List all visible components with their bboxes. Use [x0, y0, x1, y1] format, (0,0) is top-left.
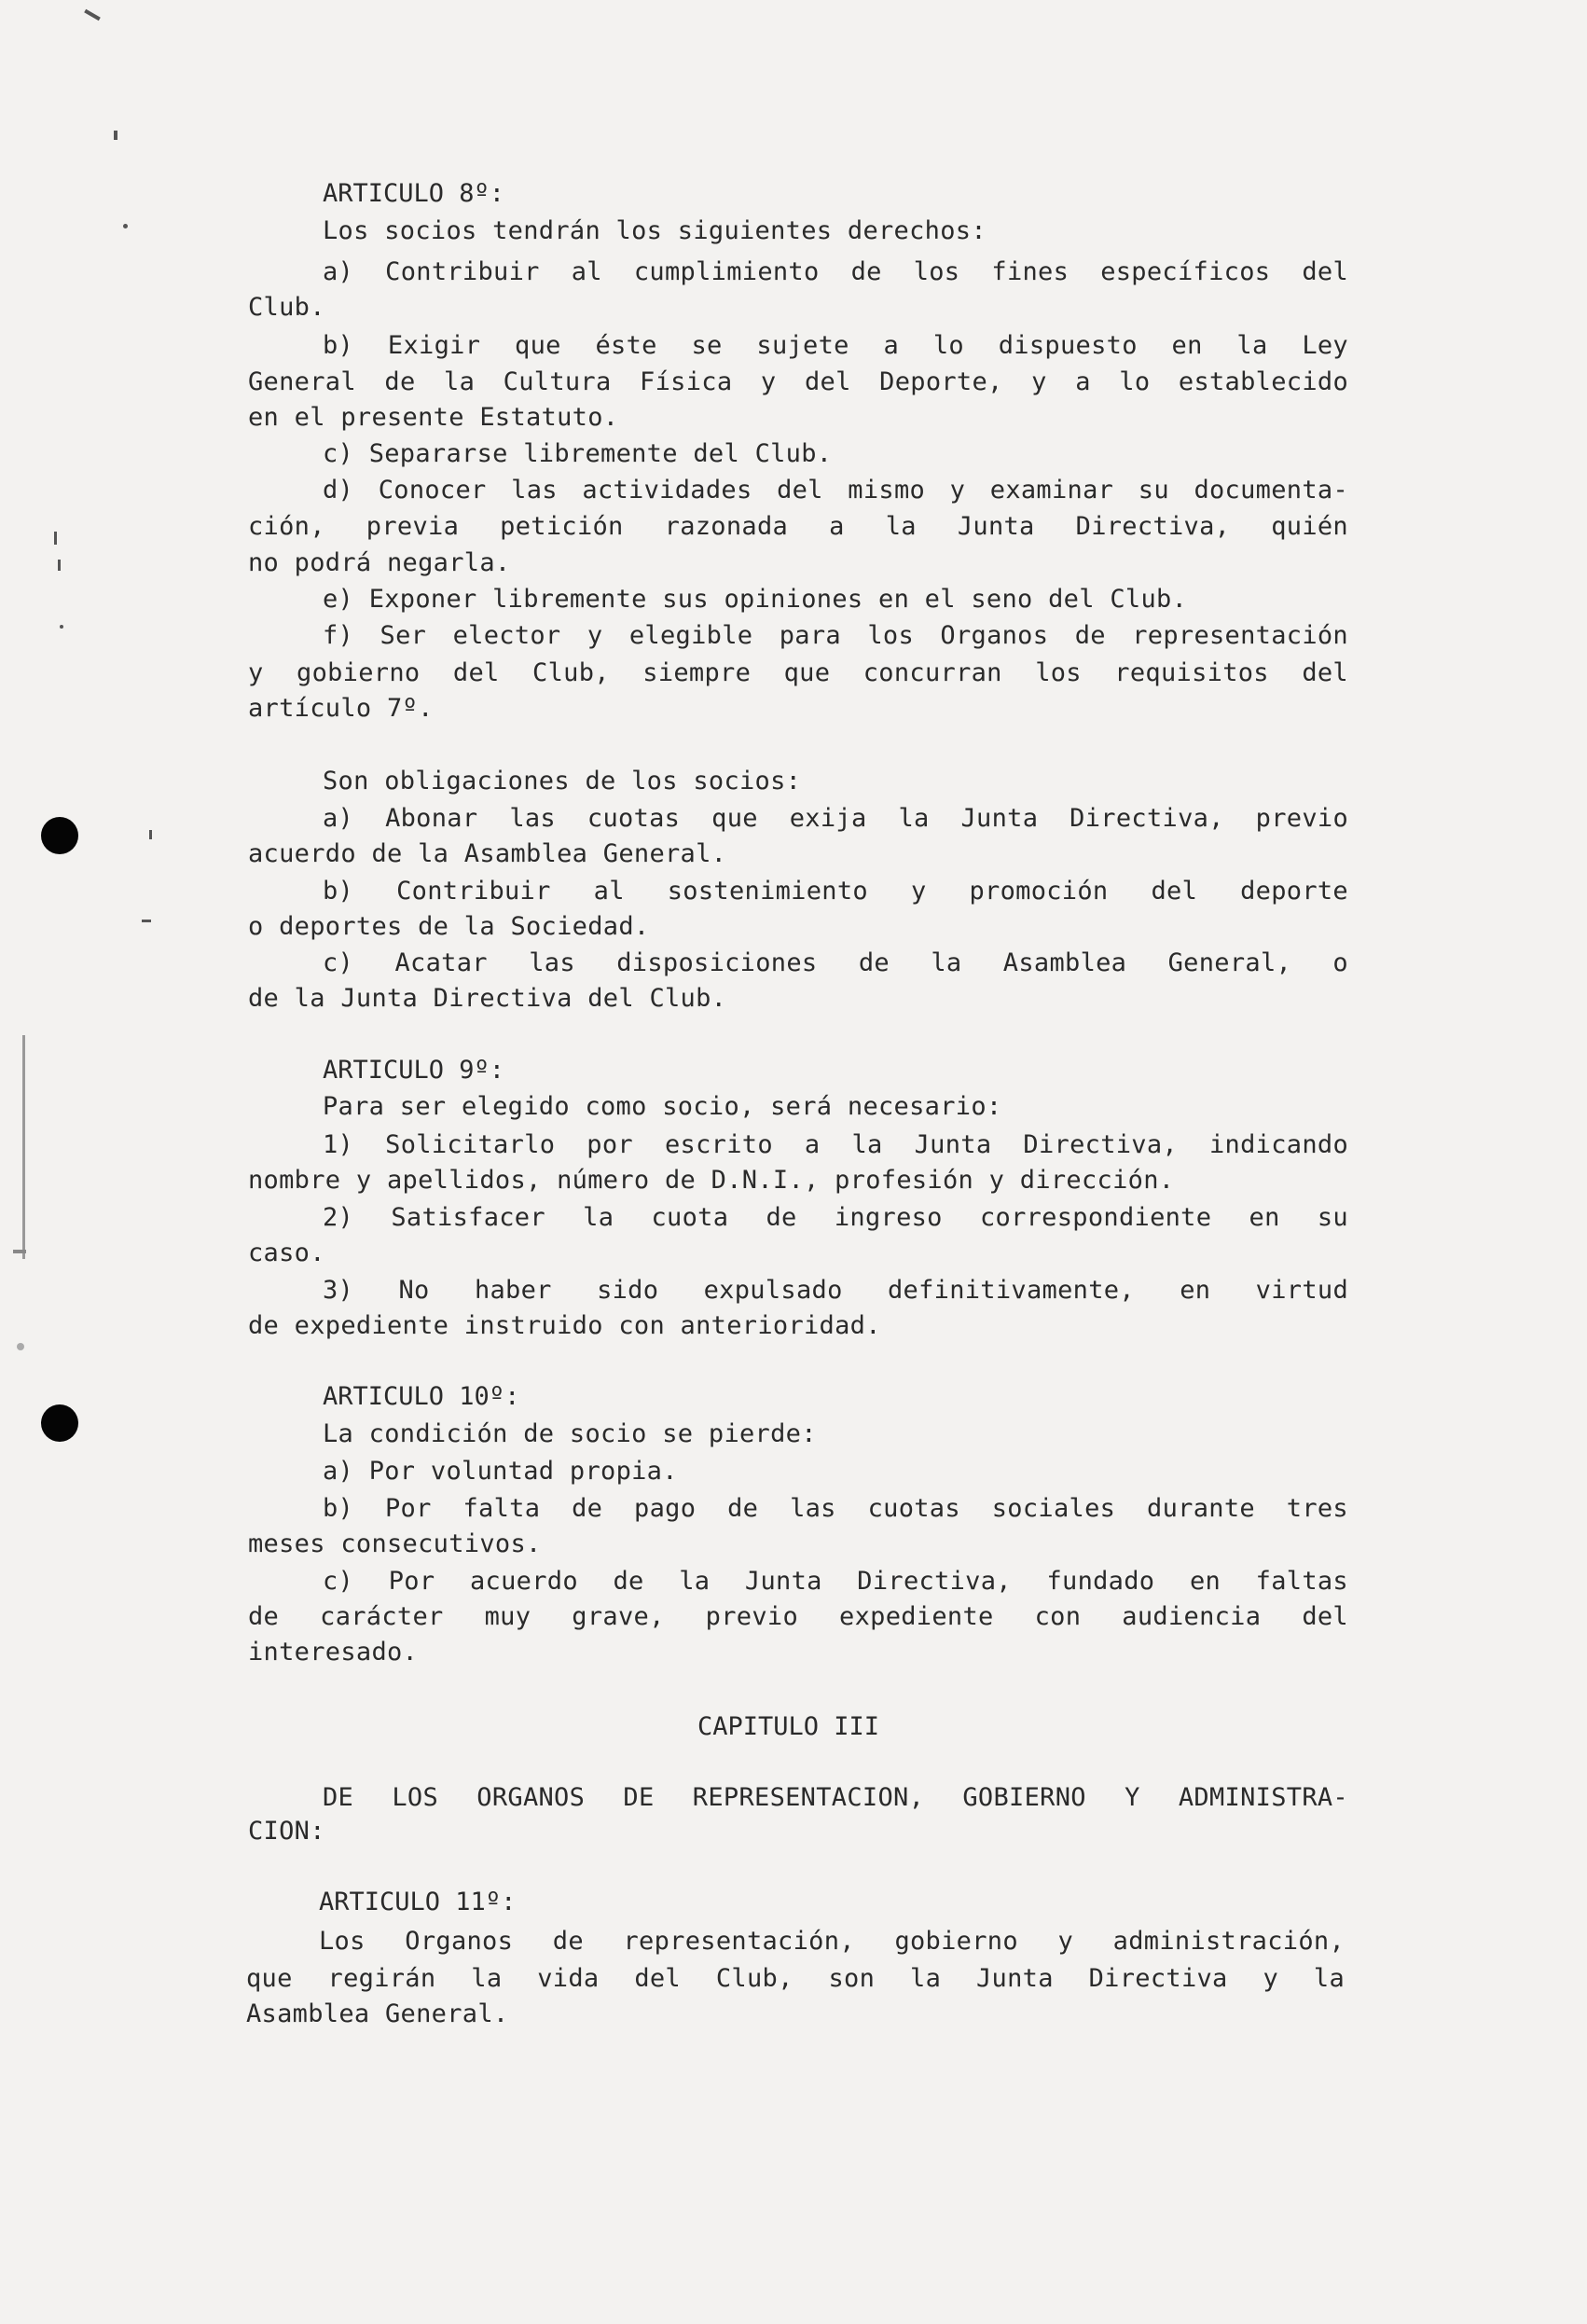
article-8-right-e [323, 581, 1348, 618]
item-text: No haber sido expulsado definitivamente, en virtud [398, 1276, 1348, 1305]
article-10-item-c [323, 1563, 1348, 1600]
article-9-intro: Para ser elegido como socio, será necesario: [323, 1092, 1002, 1121]
item-text: Por voluntad propia. [368, 1457, 678, 1486]
item-text: Solicitarlo por escrito a la Junta Directiva, indicando [385, 1130, 1348, 1159]
article-8-right-b [323, 327, 1348, 365]
item-text: Conocer las actividades del mismo y examinar su documenta- [378, 476, 1348, 505]
obligation-b [323, 873, 1348, 910]
item-label: b) [323, 1494, 354, 1523]
item-text: Acatar las disposiciones de la Asamblea General, o [394, 948, 1348, 977]
article-8-intro: Los socios tendrán los siguientes derechos: [323, 216, 987, 245]
article-8-right-d-cont: no podrá negarla. [248, 548, 511, 577]
item-text: Exigir que éste se sujete a lo dispuesto en la Ley [387, 331, 1348, 360]
item-label: e) [323, 585, 354, 614]
item-label: d) [323, 476, 354, 505]
item-label: a) [323, 804, 354, 833]
obligation-b-cont: o deportes de la Sociedad. [248, 912, 650, 941]
article-9-heading: ARTICULO 9º: [323, 1056, 505, 1085]
item-text: Por falta de pago de las cuotas sociales durante tres [384, 1494, 1348, 1523]
item-label: c) [323, 1567, 354, 1596]
item-label: a) [323, 257, 354, 286]
item-label: 1) [323, 1130, 354, 1159]
obligation-a [323, 800, 1348, 837]
article-8-right-f [323, 617, 1348, 655]
item-text: Contribuir al sostenimiento y promoción del deporte [396, 877, 1348, 906]
article-8-right-a-cont: Club. [248, 293, 325, 322]
article-9-item-3 [323, 1272, 1348, 1309]
item-label: f) [323, 621, 354, 650]
article-10-heading: ARTICULO 10º: [323, 1382, 520, 1411]
item-text: Exponer libremente sus opiniones en el seno del Club. [368, 585, 1188, 614]
article-8-right-d-cont: ción, previa petición razonada a la Junta Directiva, quién [248, 512, 1348, 541]
item-text: Ser elector y elegible para los Organos de representación [380, 621, 1348, 650]
item-text: Separarse libremente del Club. [368, 439, 833, 468]
article-8-right-c [323, 436, 1348, 473]
article-8-right-b-cont: General de la Cultura Física y del Deporte, y a lo establecido [248, 367, 1348, 396]
article-10-item-b [323, 1490, 1348, 1528]
item-label: a) [323, 1457, 354, 1486]
article-8-right-a [323, 254, 1348, 291]
article-10-item-c-cont: de carácter muy grave, previo expediente con audiencia del [248, 1602, 1348, 1631]
item-text: Contribuir al cumplimiento de los fines específicos del [385, 257, 1348, 286]
item-text: Por acuerdo de la Junta Directiva, fundado en faltas [388, 1567, 1348, 1596]
obligations-intro: Son obligaciones de los socios: [323, 767, 802, 795]
article-11-heading: ARTICULO 11º: [319, 1888, 517, 1916]
article-10-item-c-cont: interesado. [248, 1638, 419, 1667]
item-label: b) [323, 877, 354, 906]
item-label: c) [323, 948, 354, 977]
article-8-heading: ARTICULO 8º: [323, 179, 505, 208]
article-9-item-2-cont: caso. [248, 1238, 325, 1267]
item-label: 2) [323, 1203, 354, 1232]
article-9-item-3-cont: de expediente instruido con anterioridad. [248, 1311, 881, 1340]
article-9-item-1 [323, 1127, 1348, 1164]
article-11-text: Los Organos de representación, gobierno y administración, [319, 1927, 1345, 1956]
obligation-a-cont: acuerdo de la Asamblea General. [248, 839, 727, 868]
obligation-c [323, 945, 1348, 982]
item-label: 3) [323, 1276, 354, 1305]
article-9-item-1-cont: nombre y apellidos, número de D.N.I., profesión y dirección. [248, 1166, 1175, 1195]
item-label: c) [323, 439, 354, 468]
article-10-item-b-cont: meses consecutivos. [248, 1529, 542, 1558]
article-8-right-d [323, 472, 1348, 509]
chapter-3-heading: CAPITULO III [697, 1712, 880, 1741]
chapter-3-title-cont: CION: [248, 1817, 325, 1846]
item-text: Satisfacer la cuota de ingreso correspondiente en su [391, 1203, 1348, 1232]
article-8-right-b-cont: en el presente Estatuto. [248, 403, 619, 432]
article-9-item-2 [323, 1199, 1348, 1237]
article-8-right-f-cont: y gobierno del Club, siempre que concurran los requisitos del [248, 658, 1348, 687]
chapter-3-title: DE LOS ORGANOS DE REPRESENTACION, GOBIERNO Y ADMINISTRA- [323, 1783, 1348, 1812]
article-8-right-f-cont: artículo 7º. [248, 694, 434, 723]
article-10-item-a [323, 1453, 1348, 1490]
article-10-intro: La condición de socio se pierde: [323, 1419, 817, 1448]
article-11-text-cont: Asamblea General. [246, 1999, 509, 2028]
item-label: b) [323, 331, 354, 360]
article-11-text-cont: que regirán la vida del Club, son la Junta Directiva y la [246, 1964, 1345, 1993]
obligation-c-cont: de la Junta Directiva del Club. [248, 984, 727, 1013]
item-text: Abonar las cuotas que exija la Junta Directiva, previo [385, 804, 1348, 833]
